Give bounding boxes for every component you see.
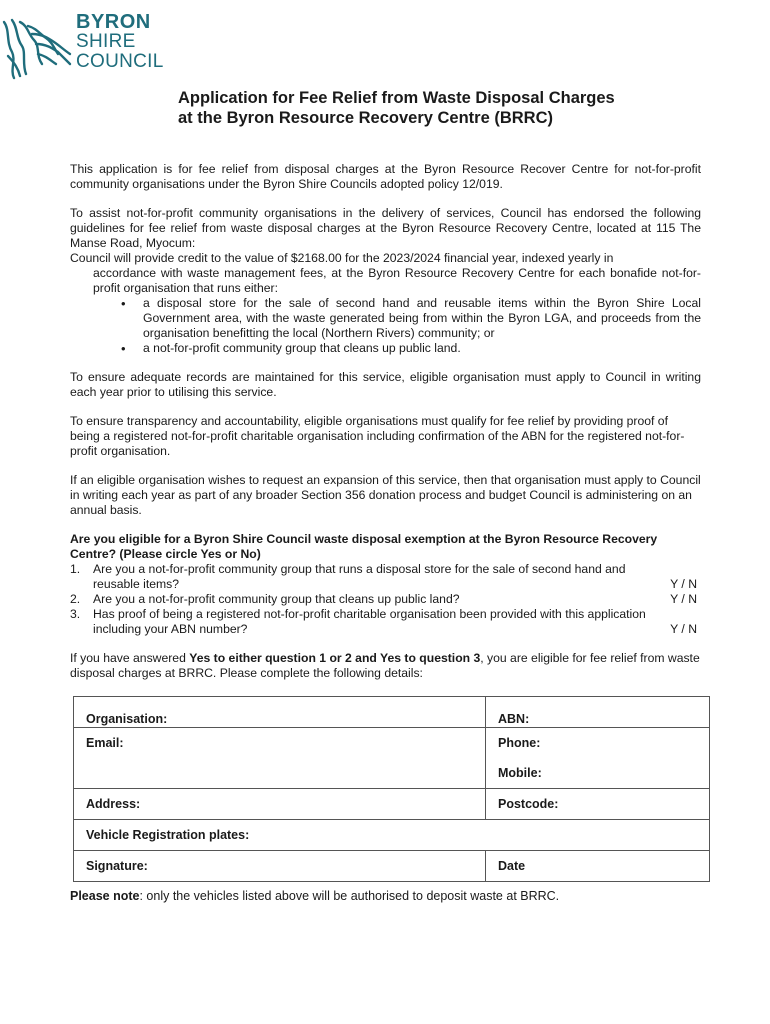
list-item: • a not-for-profit community group that cleans up public land. <box>143 341 701 356</box>
note-bold: Please note <box>70 889 140 903</box>
intro-paragraph: This application is for fee relief from disposal charges at the Byron Resource Recover Centre for not-for-profit community organisations under the Byron Shire Councils adopted policy 12/019. <box>70 162 701 191</box>
question-text: Are you a not-for-profit community group that runs a disposal store for the sale of second hand and <box>93 562 626 576</box>
eligibility-questions <box>70 562 701 637</box>
date-field[interactable]: Date <box>486 851 710 882</box>
question-number: 1. <box>70 562 81 576</box>
note-text: : only the vehicles listed above will be authorised to deposit waste at BRRC. <box>139 889 560 903</box>
please-note <box>70 889 559 903</box>
question-text-cont: including your ABN number? <box>93 622 248 636</box>
signature-field[interactable]: Signature: <box>74 851 486 882</box>
answer-post: , you are eligible for fee relief from waste disposal charges at BRRC. Please complete the following details: <box>70 651 700 680</box>
question-text: Has proof of being a registered not-for-profit charitable organisation been provided with this application <box>93 607 646 621</box>
phone-label: Phone: <box>498 736 541 750</box>
email-field[interactable]: Email: <box>74 728 486 789</box>
runs-either-list <box>70 296 701 356</box>
eligibility-result-paragraph <box>70 651 701 681</box>
transparency-paragraph: To ensure transparency and accountability, eligible organisations must qualify for fee relief by providing proof of being a registered not-for-profit charitable organisation including confirmation of the ABN for the registered not-for-profit organisation. <box>70 414 685 458</box>
question-number: 3. <box>70 607 81 621</box>
question-item <box>70 562 701 592</box>
yes-no-choice[interactable]: Y / N <box>670 592 697 606</box>
question-item <box>70 607 701 637</box>
question-text: Are you a not-for-profit community group that cleans up public land? <box>93 592 460 606</box>
organisation-field[interactable]: Organisation: <box>74 697 486 728</box>
council-logo <box>0 12 180 84</box>
records-paragraph: To ensure adequate records are maintained for this service, eligible organisation must apply to Council in writing each year prior to utilising this service. <box>70 370 701 399</box>
abn-field[interactable]: ABN: <box>486 697 710 728</box>
logo-line-1: BYRON <box>76 11 151 33</box>
question-number: 2. <box>70 592 81 606</box>
document-body <box>70 162 701 695</box>
list-item: • a disposal store for the sale of second hand and reusable items within the Byron Shire Local Government area, with the waste generated being from within the Byron LGA, and proceeds from the organisation benefitting the local (Northern Rivers) community; or <box>143 296 701 341</box>
credit-line: Council will provide credit to the value of $2168.00 for the 2023/2024 financial year, indexed yearly in <box>70 251 614 265</box>
eligibility-heading: Are you eligible for a Byron Shire Council waste disposal exemption at the Byron Resource Recovery Centre? (Please circle Yes or No) <box>70 532 658 561</box>
yes-no-choice[interactable]: Y / N <box>670 577 697 591</box>
vehicle-registration-field[interactable]: Vehicle Registration plates: <box>74 820 710 851</box>
title-line-1: Application for Fee Relief from Waste Disposal Charges <box>178 89 615 107</box>
yes-no-choice[interactable]: Y / N <box>670 622 697 636</box>
answer-pre: If you have answered <box>70 651 190 665</box>
guidelines-paragraph: To assist not-for-profit community organisations in the delivery of services, Council has endorsed the following guidelines for fee relief from waste disposal charges at the Byron Resource Recovery Centre, located at 115 The Manse Road, Myocum: <box>70 206 701 250</box>
postcode-field[interactable]: Postcode: <box>486 789 710 820</box>
logo-wordmark <box>76 12 164 72</box>
question-item <box>70 592 701 607</box>
title-line-2: at the Byron Resource Recovery Centre (BRRC) <box>178 109 554 127</box>
address-field[interactable]: Address: <box>74 789 486 820</box>
logo-line-2: SHIRE <box>76 31 136 52</box>
credit-continuation: accordance with waste management fees, at the Byron Resource Recovery Centre for each bonafide not-for-profit organisation that runs either: <box>93 266 701 295</box>
wave-logo-icon <box>0 16 72 82</box>
answer-bold: Yes to either question 1 or 2 and Yes to question 3 <box>189 651 481 665</box>
mobile-label: Mobile: <box>498 766 542 780</box>
page-title <box>178 88 615 128</box>
question-text-cont: reusable items? <box>93 577 180 591</box>
phone-mobile-field[interactable] <box>486 728 710 789</box>
expansion-paragraph: If an eligible organisation wishes to request an expansion of this service, then that organisation must apply to Council in writing each year as part of any broader Section 356 donation process and budget Council is administering on an annual basis. <box>70 473 701 517</box>
details-form <box>73 696 710 882</box>
logo-line-3: COUNCIL <box>76 51 164 72</box>
